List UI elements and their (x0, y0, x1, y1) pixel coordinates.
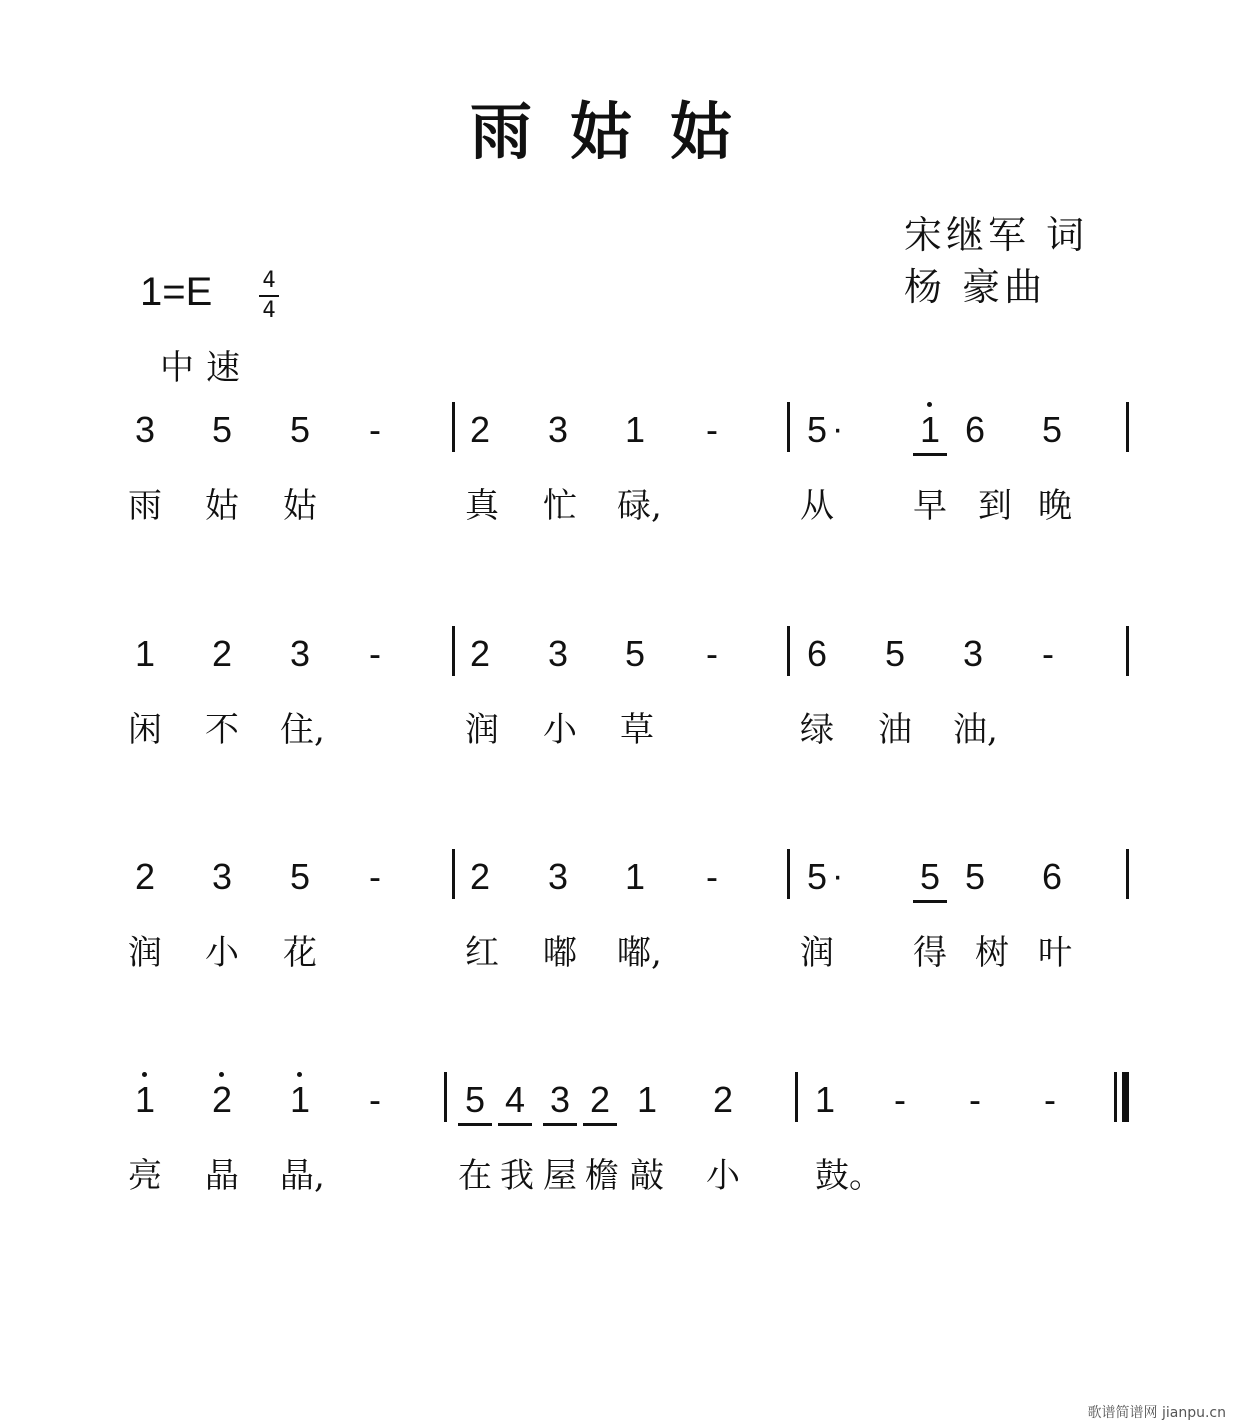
lyric: 草 (620, 710, 654, 750)
composer-credit: 杨 豪曲 (904, 265, 1047, 309)
note-high: 1 (130, 1078, 160, 1122)
underline (913, 453, 947, 456)
dash: - (706, 409, 718, 450)
lyric: 晶, (280, 1156, 325, 1196)
lyric: 小 (706, 1156, 740, 1196)
lyric: 敲 (630, 1156, 664, 1196)
lyric: 润 (465, 710, 499, 750)
note: 1 (814, 1079, 836, 1120)
note: 3 (211, 856, 233, 897)
dash: - (1044, 1079, 1056, 1120)
note: 2 (134, 856, 156, 897)
lyric: 住, (280, 710, 325, 750)
barline (787, 402, 790, 452)
note: 5 (289, 409, 311, 450)
lyric: 嘟, (617, 933, 662, 973)
note: 5 (884, 633, 906, 674)
lyric: 润 (800, 933, 834, 973)
lyric: 油 (878, 710, 912, 750)
lyric: 红 (465, 933, 499, 973)
underline (583, 1123, 617, 1126)
dash: - (706, 856, 718, 897)
lyric: 屋 (543, 1156, 577, 1196)
underline (913, 900, 947, 903)
watermark: 歌谱简谱网 jianpu.cn (1087, 1405, 1226, 1421)
note: 6 (964, 409, 986, 450)
lyric: 晚 (1038, 486, 1072, 526)
note: 3 (547, 856, 569, 897)
barline (787, 626, 790, 676)
final-barline-thick (1122, 1072, 1129, 1122)
dash: - (1042, 633, 1054, 674)
lyric: 不 (205, 710, 239, 750)
lyric: 润 (128, 933, 162, 973)
lyric: 绿 (800, 710, 834, 750)
dash: - (369, 856, 381, 897)
tempo-marking: 中速 (160, 348, 252, 388)
barline (452, 402, 455, 452)
note: 3 (962, 633, 984, 674)
note-underlined: 5 (460, 1078, 490, 1122)
dash: - (706, 633, 718, 674)
final-barline-thin (1114, 1072, 1117, 1122)
note-high: 2 (207, 1078, 237, 1122)
lyric: 姑 (283, 486, 317, 526)
lyric: 早 (913, 486, 947, 526)
note: 3 (289, 633, 311, 674)
note-underlined: 4 (500, 1078, 530, 1122)
lyric: 我 (500, 1156, 534, 1196)
barline (787, 849, 790, 899)
octave-dot (297, 1072, 302, 1077)
note: 3 (134, 409, 156, 450)
barline (444, 1072, 447, 1122)
note: 5 (289, 856, 311, 897)
lyric: 忙 (543, 486, 577, 526)
note-underlined: 2 (585, 1078, 615, 1122)
note-high: 1 (915, 408, 945, 452)
note: 6 (1041, 856, 1063, 897)
lyricist-credit: 宋继军 词 (904, 213, 1089, 257)
lyric: 花 (283, 933, 317, 973)
lyric: 晶 (205, 1156, 239, 1196)
lyric: 真 (465, 486, 499, 526)
note: 5 (806, 409, 828, 450)
lyric: 亮 (128, 1156, 162, 1196)
note: 5 (1041, 409, 1063, 450)
lyric: 叶 (1038, 933, 1072, 973)
note: 1 (636, 1079, 658, 1120)
barline (1126, 626, 1129, 676)
note: 6 (806, 633, 828, 674)
note: 2 (469, 409, 491, 450)
note: 3 (547, 409, 569, 450)
dash: - (369, 409, 381, 450)
lyric: 油, (953, 710, 998, 750)
note: 1 (624, 856, 646, 897)
key-signature: 1=E (140, 270, 213, 314)
lyric: 得 (913, 933, 947, 973)
lyric: 小 (543, 710, 577, 750)
lyric: 姑 (205, 486, 239, 526)
underline (498, 1123, 532, 1126)
lyric: 从 (800, 486, 834, 526)
dash: - (369, 1079, 381, 1120)
lyric: 嘟 (543, 933, 577, 973)
underline (458, 1123, 492, 1126)
time-signature-top: 4 (262, 268, 276, 293)
lyric: 闲 (128, 710, 162, 750)
dash: - (369, 633, 381, 674)
octave-dot (927, 402, 932, 407)
time-signature (259, 268, 279, 324)
song-title: 雨姑姑 (469, 95, 770, 168)
underline (543, 1123, 577, 1126)
octave-dot (219, 1072, 224, 1077)
barline (1126, 402, 1129, 452)
lyric: 树 (975, 933, 1009, 973)
note: 1 (134, 633, 156, 674)
note: 2 (469, 856, 491, 897)
barline (452, 849, 455, 899)
lyric: 檐 (585, 1156, 619, 1196)
note-underlined: 5 (915, 855, 945, 899)
note: 5 (806, 856, 828, 897)
lyric: 鼓。 (815, 1156, 883, 1196)
time-signature-bottom: 4 (262, 298, 276, 323)
lyric: 到 (978, 486, 1012, 526)
dash: - (894, 1079, 906, 1120)
note: 2 (712, 1079, 734, 1120)
augmentation-dot: · (832, 410, 844, 448)
octave-dot (142, 1072, 147, 1077)
lyric: 在 (458, 1156, 492, 1196)
barline (452, 626, 455, 676)
note: 2 (469, 633, 491, 674)
note: 3 (547, 633, 569, 674)
note: 1 (624, 409, 646, 450)
augmentation-dot: · (832, 857, 844, 895)
note: 5 (624, 633, 646, 674)
lyric: 小 (205, 933, 239, 973)
barline (795, 1072, 798, 1122)
note: 5 (964, 856, 986, 897)
note: 5 (211, 409, 233, 450)
barline (1126, 849, 1129, 899)
lyric: 碌, (617, 486, 662, 526)
note-underlined: 3 (545, 1078, 575, 1122)
lyric: 雨 (128, 486, 162, 526)
dash: - (969, 1079, 981, 1120)
note: 2 (211, 633, 233, 674)
note-high: 1 (285, 1078, 315, 1122)
